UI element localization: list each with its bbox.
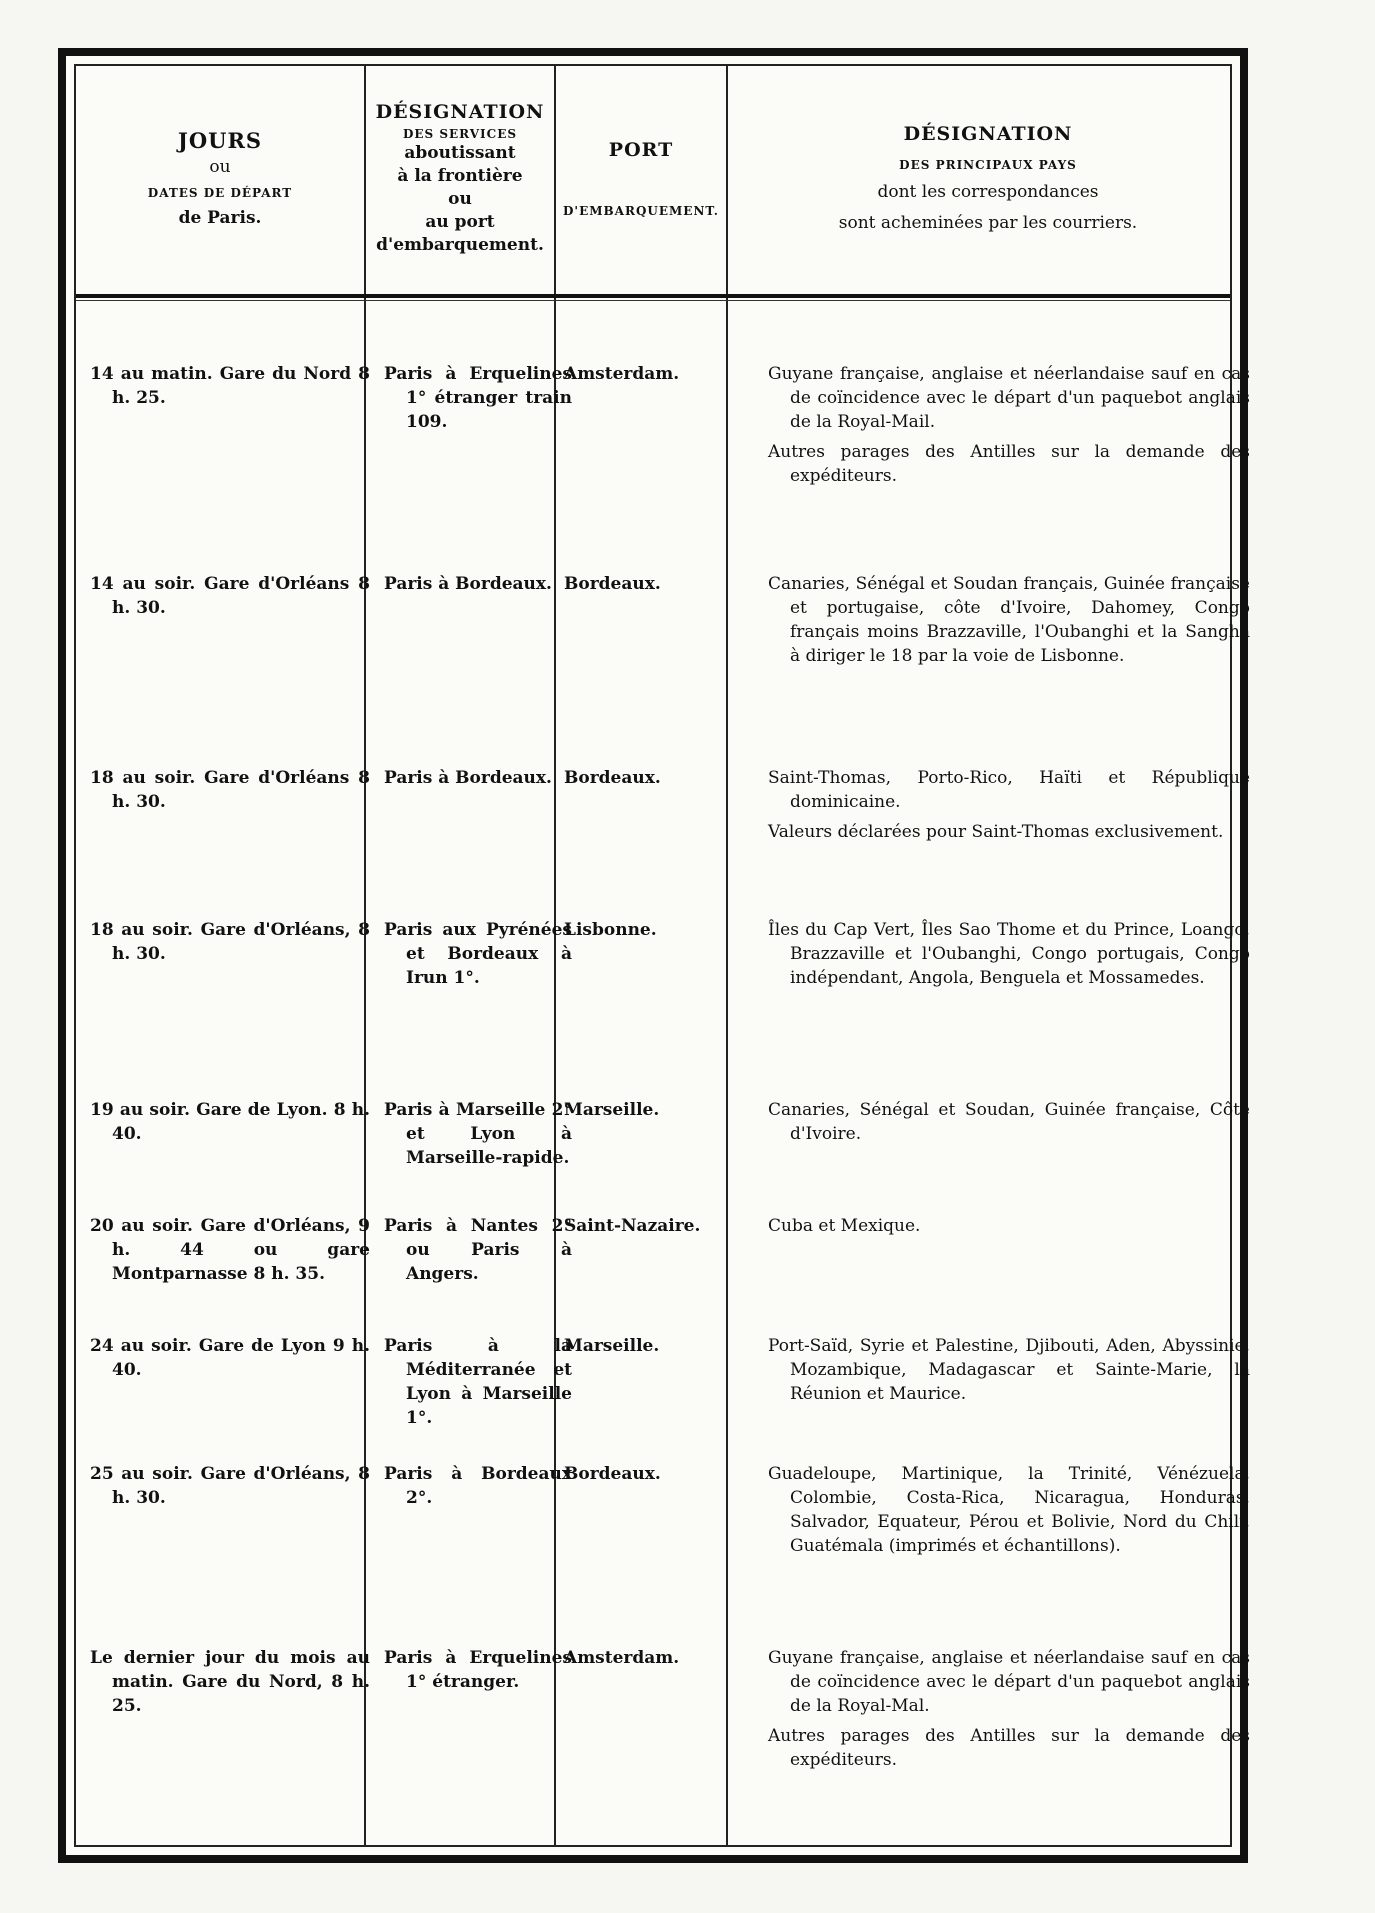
countries-text: Guadeloupe, Martinique, la Trinité, Vénézuela, Colombie, Costa-Rica, Nicaragua, Honduras, Salvador, Equateur, Pérou et Bolivie, Nord du Chili, Guatémala (imprimés et échantillons). xyxy=(768,1464,1250,1556)
countries-text: Guyane française, anglaise et néerlandaise sauf en cas de coïncidence avec le départ d'un paquebot anglais de la Royal-Mail. xyxy=(768,364,1250,432)
header-text: DES SERVICES xyxy=(402,126,518,141)
header-text: aboutissant xyxy=(404,143,516,164)
departure-date: 24 au soir. Gare de Lyon 9 h. 40. xyxy=(90,1336,370,1380)
countries-text: Guyane française, anglaise et néerlandaise sauf en cas de coïncidence avec le départ d'un paquebot anglais de la Royal-Mal. xyxy=(768,1648,1250,1716)
countries-text: Saint-Thomas, Porto-Rico, Haïti et République dominicaine. xyxy=(768,768,1250,812)
service: Paris à Nantes 2° ou Paris à Angers. xyxy=(384,1216,572,1284)
countries xyxy=(768,1214,1250,1244)
column-divider xyxy=(726,66,728,1845)
header-services-title: DÉSIGNATION xyxy=(375,101,545,124)
countries-text: Canaries, Sénégal et Soudan, Guinée française, Côte d'Ivoire. xyxy=(768,1100,1250,1144)
port: Bordeaux. xyxy=(564,768,661,788)
service: Paris à Marseille 2° et Lyon à Marseille-rapide. xyxy=(384,1100,572,1168)
port: Amsterdam. xyxy=(564,1648,680,1668)
countries xyxy=(768,1646,1250,1778)
countries-note: Autres parages des Antilles sur la demande des expéditeurs. xyxy=(768,1726,1250,1770)
port: Bordeaux. xyxy=(564,574,661,594)
departure-date: Le dernier jour du mois au matin. Gare du Nord, 8 h. 25. xyxy=(90,1648,370,1716)
header-text: à la frontière xyxy=(397,166,523,186)
header-text: dont les correspondances xyxy=(877,182,1099,203)
countries xyxy=(768,766,1250,850)
header-text: sont acheminées par les courriers. xyxy=(838,213,1138,234)
countries-text: Port-Saïd, Syrie et Palestine, Djibouti, Aden, Abyssinie, Mozambique, Madagascar et Sainte-Marie, la Réunion et Maurice. xyxy=(768,1336,1250,1404)
service: Paris à Erquelines 1° étranger train 109. xyxy=(384,364,572,432)
header-port-title: PORT xyxy=(608,138,674,161)
service: Paris à la Méditerranée et Lyon à Marseille 1°. xyxy=(384,1336,572,1428)
countries-text: Îles du Cap Vert, Îles Sao Thome et du Prince, Loango, Brazzaville et l'Oubanghi, Congo portugais, Congo indépendant, Angola, Benguela et Mossamedes. xyxy=(768,920,1250,988)
port: Lisbonne. xyxy=(564,920,657,940)
header-text: de Paris. xyxy=(178,207,262,228)
countries xyxy=(768,918,1250,996)
countries-note: Autres parages des Antilles sur la demande des expéditeurs. xyxy=(768,442,1250,486)
countries-text: Canaries, Sénégal et Soudan français, Guinée française et portugaise, côte d'Ivoire, Dahomey, Congo français moins Brazzaville, l'Oubanghi et la Sangha à diriger le 18 par la voie de Lisbonne. xyxy=(768,574,1250,666)
port: Saint-Nazaire. xyxy=(564,1216,701,1236)
service: Paris à Erquelines 1° étranger. xyxy=(384,1648,572,1692)
header-text: d'embarquement. xyxy=(376,234,544,255)
header-countries-title: DÉSIGNATION xyxy=(903,122,1073,145)
departure-date: 25 au soir. Gare d'Orléans, 8 h. 30. xyxy=(90,1464,370,1508)
header-rule-thin xyxy=(76,300,1230,301)
port: Amsterdam. xyxy=(564,364,680,384)
departure-date: 18 au soir. Gare d'Orléans 8 h. 30. xyxy=(90,768,370,812)
departure-date: 18 au soir. Gare d'Orléans, 8 h. 30. xyxy=(90,920,370,964)
countries xyxy=(768,1334,1250,1412)
header-dates-title: JOURS xyxy=(177,128,263,154)
header-rule xyxy=(76,294,1230,298)
header-text: D'EMBARQUEMENT. xyxy=(563,204,719,219)
port: Marseille. xyxy=(564,1100,660,1120)
header-text: DES PRINCIPAUX PAYS xyxy=(899,158,1077,173)
header-text: DATES DE DÉPART xyxy=(147,185,293,200)
countries xyxy=(768,572,1250,674)
countries xyxy=(768,362,1250,494)
header-countries xyxy=(728,66,1248,291)
header-services xyxy=(366,66,554,291)
service: Paris à Bordeaux. xyxy=(384,574,552,594)
timetable-page xyxy=(58,48,1248,1863)
service: Paris aux Pyrénées et Bordeaux à Irun 1°. xyxy=(384,920,572,988)
port: Marseille. xyxy=(564,1336,660,1356)
countries-text: Cuba et Mexique. xyxy=(768,1216,921,1236)
departure-date: 19 au soir. Gare de Lyon. 8 h. 40. xyxy=(90,1100,370,1144)
departure-date: 14 au matin. Gare du Nord 8 h. 25. xyxy=(90,364,370,408)
departure-date: 14 au soir. Gare d'Orléans 8 h. 30. xyxy=(90,574,370,618)
port: Bordeaux. xyxy=(564,1464,661,1484)
header-text: ou xyxy=(448,188,472,209)
service: Paris à Bordeaux 2°. xyxy=(384,1464,572,1508)
service: Paris à Bordeaux. xyxy=(384,768,552,788)
header-port xyxy=(556,66,726,291)
header-text: au port xyxy=(425,211,495,232)
countries-note: Valeurs déclarées pour Saint-Thomas exclusivement. xyxy=(768,822,1224,842)
countries xyxy=(768,1462,1250,1564)
table-frame xyxy=(74,64,1250,1847)
departure-date: 20 au soir. Gare d'Orléans, 9 h. 44 ou gare Montparnasse 8 h. 35. xyxy=(90,1216,370,1284)
countries xyxy=(768,1098,1250,1152)
header-dates xyxy=(76,66,364,291)
header-text: ou xyxy=(209,156,231,177)
